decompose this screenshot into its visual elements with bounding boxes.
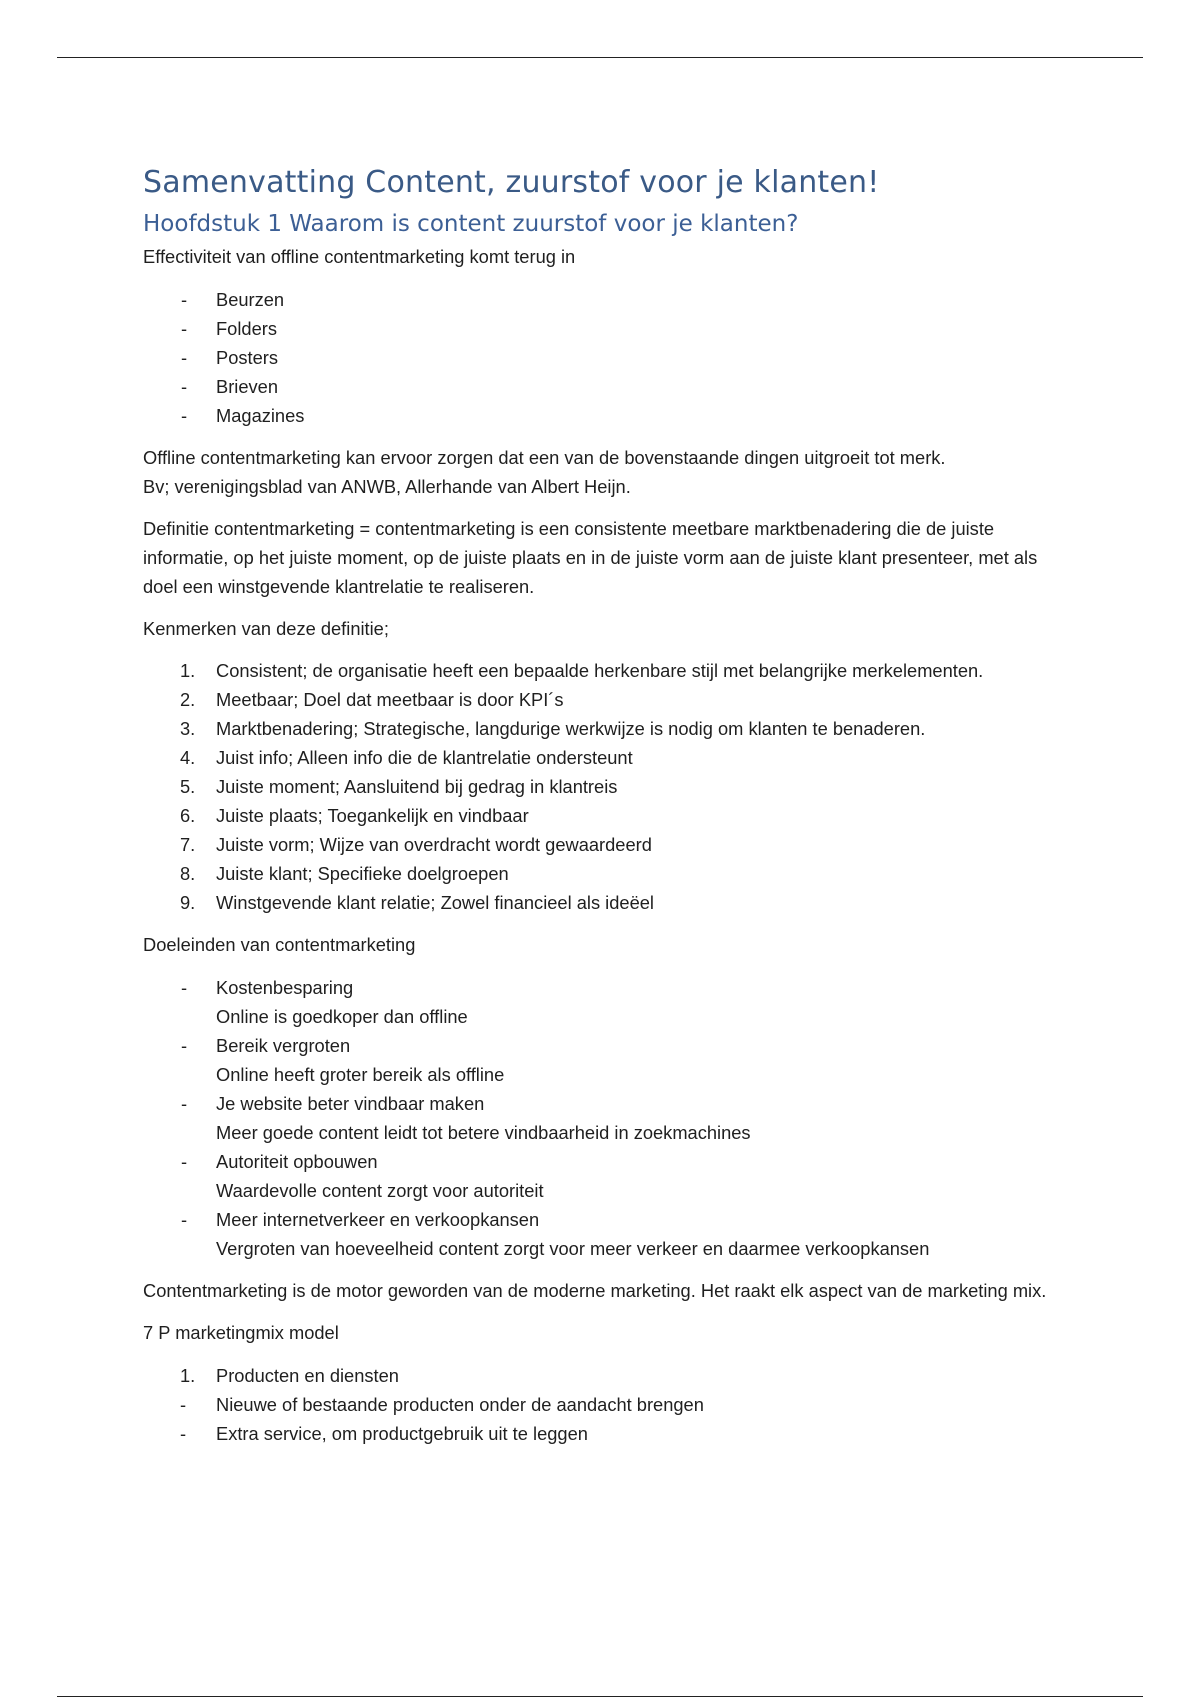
dash-marker: - (180, 1394, 187, 1415)
dash-marker: - (181, 1151, 188, 1172)
list-item: 4. Juist info; Alleen info die de klantrelatie ondersteunt (180, 747, 633, 768)
list-item: 1. Consistent; de organisatie heeft een bepaalde herkenbare stijl met belangrijke merkelementen. (180, 660, 984, 681)
definition-paragraph: Definitie contentmarketing = contentmarketing is een consistente meetbare marktbenadering die de juiste informatie, op het juiste moment, op de juiste plaats en in de juiste vorm aan de juiste klant presenteer, met als doel een winstgevende klantrelatie te realiseren. (143, 518, 1038, 597)
list-item: - Brieven (143, 372, 1063, 401)
list-item: 3. Marktbenadering; Strategische, langdurige werkwijze is nodig om klanten te benaderen. (180, 718, 926, 739)
dash-marker: - (181, 1035, 188, 1056)
list-item: 1. Producten en diensten (180, 1365, 399, 1386)
dash-marker: - (181, 376, 188, 397)
goals-list (143, 973, 1063, 1263)
dash-marker: - (181, 977, 188, 998)
list-item: 7. Juiste vorm; Wijze van overdracht wordt gewaardeerd (180, 834, 652, 855)
list-item: 9. Winstgevende klant relatie; Zowel financieel als ideëel (180, 892, 654, 913)
list-item: - Folders (143, 314, 1063, 343)
characteristics-heading: Kenmerken van deze definitie; (143, 618, 389, 639)
list-item: 6. Juiste plaats; Toegankelijk en vindbaar (180, 805, 529, 826)
list-item: - Nieuwe of bestaande producten onder de aandacht brengen (143, 1390, 1063, 1419)
mix-heading: 7 P marketingmix model (143, 1322, 339, 1343)
dash-marker: - (181, 1209, 188, 1230)
list-item: - Je website beter vindbaar maken Meer goede content leidt tot betere vindbaarheid in zoekmachines (143, 1089, 1063, 1147)
dash-marker: - (181, 318, 188, 339)
list-item: 2. Meetbaar; Doel dat meetbaar is door KPI´s (180, 689, 564, 710)
document-body (143, 160, 1063, 1461)
dash-marker: - (181, 347, 188, 368)
list-item: - Beurzen (143, 285, 1063, 314)
footer-rule (57, 1696, 1143, 1697)
header-rule (57, 57, 1143, 58)
chapter-heading: Hoofdstuk 1 Waarom is content zuurstof voor je klanten? (143, 211, 799, 237)
list-item: - Posters (143, 343, 1063, 372)
motor-paragraph: Contentmarketing is de motor geworden van de moderne marketing. Het raakt elk aspect van de marketing mix. (143, 1280, 1047, 1301)
document-title: Samenvatting Content, zuurstof voor je klanten! (143, 165, 880, 200)
goals-heading: Doeleinden van contentmarketing (143, 934, 416, 955)
list-item: - Autoriteit opbouwen Waardevolle content zorgt voor autoriteit (143, 1147, 1063, 1205)
list-item: - Extra service, om productgebruik uit te leggen (143, 1419, 1063, 1448)
list-item: 5. Juiste moment; Aansluitend bij gedrag in klantreis (180, 776, 618, 797)
list-item: - Bereik vergroten Online heeft groter bereik als offline (143, 1031, 1063, 1089)
dash-marker: - (181, 405, 188, 426)
characteristics-list (143, 656, 1063, 917)
list-item: 8. Juiste klant; Specifieke doelgroepen (180, 863, 509, 884)
list-item: - Kostenbesparing Online is goedkoper dan offline (143, 973, 1063, 1031)
dash-marker: - (180, 1423, 187, 1444)
list-item: - Meer internetverkeer en verkoopkansen Vergroten van hoeveelheid content zorgt voor meer verkeer en daarmee verkoopkansen (143, 1205, 1063, 1263)
offline-list (143, 285, 1063, 430)
dash-marker: - (181, 1093, 188, 1114)
list-item: - Magazines (143, 401, 1063, 430)
intro-text: Effectiviteit van offline contentmarketing komt terug in (143, 246, 576, 267)
mix-list (143, 1361, 1063, 1448)
dash-marker: - (181, 289, 188, 310)
offline-paragraph: Offline contentmarketing kan ervoor zorgen dat een van de bovenstaande dingen uitgroeit tot merk. Bv; verenigingsblad van ANWB, Allerhande van Albert Heijn. (143, 447, 946, 497)
